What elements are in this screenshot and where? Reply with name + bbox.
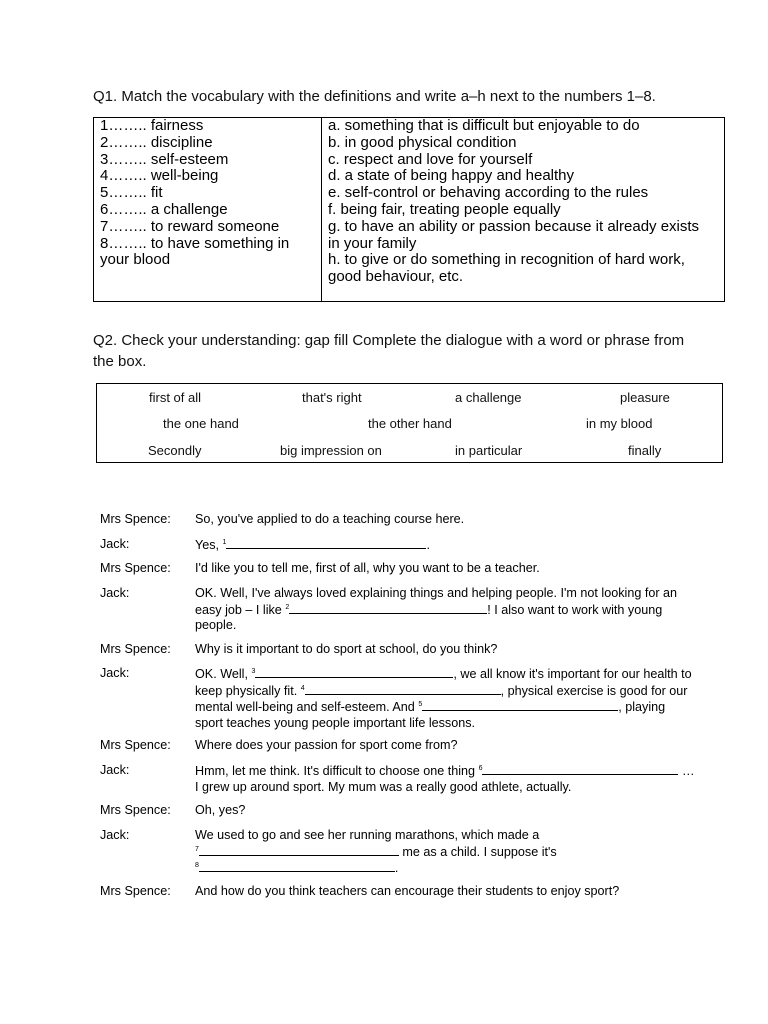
text-segment: easy job – I like (195, 602, 286, 617)
text-segment: , physical exercise is good for our (500, 683, 688, 698)
definition-h: h. to give or do something in recognition of hard work, (328, 251, 685, 269)
speaker: Jack: (100, 666, 130, 680)
vocab-item-2: 2…….. discipline (100, 133, 213, 151)
text-segment: , playing (618, 700, 666, 714)
gap-blank-3[interactable] (255, 666, 453, 678)
text-line (195, 666, 710, 683)
definition-g-cont: in your family (328, 234, 417, 252)
text-segment: keep physically fit. (195, 683, 301, 698)
word-box-item: Secondly (148, 443, 202, 458)
definition-d: d. a state of being happy and healthy (328, 167, 575, 185)
speaker: Mrs Spence: (100, 884, 171, 898)
line-text: And how do you think teachers can encourage their students to enjoy sport? (195, 884, 620, 898)
vocab-item-5: 5…….. fit (100, 184, 163, 202)
word-box (96, 383, 723, 463)
vocab-item-1: 1…….. fairness (100, 117, 204, 134)
text-segment: OK. Well, I've always loved explaining things and helping people. I'm not looking for an (195, 586, 678, 600)
speaker: Mrs Spence: (100, 642, 171, 656)
vocabulary-table (93, 117, 725, 302)
gap-number: 1 (222, 538, 227, 546)
text-segment: OK. Well, (195, 667, 252, 681)
definition-f: f. being fair, treating people equally (328, 200, 561, 218)
q1-title: Q1. Match the vocabulary with the definitions and write a–h next to the numbers 1–8. (93, 88, 656, 105)
definitions-column (322, 118, 725, 302)
speaker: Jack: (100, 763, 130, 777)
word-box-item: pleasure (620, 390, 670, 405)
gap-blank-4[interactable] (305, 683, 501, 695)
gap-blank-8[interactable] (199, 860, 395, 872)
word-box-item: the other hand (368, 416, 452, 431)
text-segment: sport teaches young people important life lessons. (195, 715, 476, 730)
text-line (195, 699, 710, 716)
text-line (195, 602, 710, 619)
gap-number: 5 (418, 700, 423, 708)
speaker: Jack: (100, 586, 130, 600)
gap-number: 7 (195, 845, 199, 853)
line-text: Why is it important to do sport at school, do you think? (195, 642, 498, 656)
text-segment: … (678, 764, 695, 778)
word-box-item: finally (628, 443, 662, 458)
line-text (195, 828, 710, 877)
speaker: Mrs Spence: (100, 512, 171, 526)
vocabulary-column (94, 118, 322, 302)
text-line (195, 844, 710, 861)
line-text: Oh, yes? (195, 803, 246, 817)
gap-number: 8 (195, 861, 199, 869)
gap-number: 6 (478, 764, 483, 772)
word-box-item: a challenge (455, 390, 522, 405)
text-segment: Yes, (195, 538, 223, 552)
definition-g: g. to have an ability or passion because it already exists (328, 217, 700, 235)
text-line (195, 763, 710, 780)
line-text: I'd like you to tell me, first of all, why you want to be a teacher. (195, 561, 540, 575)
word-box-item: first of all (149, 390, 202, 405)
line-text: So, you've applied to do a teaching course here. (195, 512, 465, 526)
gap-blank-2[interactable] (289, 602, 487, 614)
speaker: Jack: (100, 537, 130, 551)
word-box-item: big impression on (280, 443, 382, 458)
word-box-item: the one hand (163, 416, 239, 431)
text-line (195, 683, 710, 700)
vocab-item-6: 6…….. a challenge (100, 200, 228, 218)
gap-number: 4 (300, 684, 305, 692)
speaker: Mrs Spence: (100, 803, 171, 817)
line-text (195, 763, 710, 795)
word-box-item: that's right (302, 390, 362, 405)
gap-number: 3 (251, 667, 256, 675)
vocab-item-8: 8…….. to have something in (100, 234, 290, 252)
definition-b: b. in good physical condition (328, 133, 517, 151)
vocab-item-8-cont: your blood (100, 251, 171, 269)
text-segment: me as a child. I suppose it's (398, 844, 557, 859)
speaker: Mrs Spence: (100, 738, 171, 752)
definition-a: a. something that is difficult but enjoyable to do (328, 117, 640, 134)
gap-blank-5[interactable] (422, 699, 618, 711)
text-segment: people. (195, 618, 237, 632)
text-segment: Hmm, let me think. It's difficult to choose one thing (195, 764, 479, 778)
q2-title: Q2. Check your understanding: gap fill Complete the dialogue with a word or phrase from the box. (93, 332, 685, 370)
gap-number: 2 (285, 603, 290, 611)
definition-h-cont: good behaviour, etc. (328, 268, 464, 286)
definition-e: e. self-control or behaving according to the rules (328, 184, 649, 202)
vocab-item-4: 4…….. well-being (100, 167, 219, 185)
line-text (195, 586, 710, 634)
text-segment: I grew up around sport. My mum was a really good athlete, actually. (195, 779, 572, 794)
text-line (195, 860, 710, 877)
gap-blank-7[interactable] (199, 844, 399, 856)
text-segment: . (394, 861, 399, 875)
vocab-item-3: 3…….. self-esteem (100, 150, 229, 168)
gap-blank-6[interactable] (482, 763, 678, 775)
text-segment: , we all know it's important for our health to (453, 667, 692, 681)
word-box-item: in my blood (586, 416, 653, 431)
definition-c: c. respect and love for yourself (328, 150, 533, 168)
word-box-item: in particular (455, 443, 523, 458)
text-segment: We used to go and see her running marathons, which made a (195, 828, 540, 842)
text-segment: . (426, 538, 430, 552)
vocab-item-7: 7…….. to reward someone (100, 217, 280, 235)
speaker: Jack: (100, 828, 130, 842)
gap-blank-1[interactable] (226, 537, 426, 549)
text-segment: mental well-being and self-esteem. And (195, 700, 419, 714)
line-text: Where does your passion for sport come from? (195, 738, 458, 752)
speaker: Mrs Spence: (100, 561, 171, 575)
line-text (195, 666, 710, 731)
line-text (195, 537, 710, 554)
text-segment: ! I also want to work with young (487, 602, 663, 617)
